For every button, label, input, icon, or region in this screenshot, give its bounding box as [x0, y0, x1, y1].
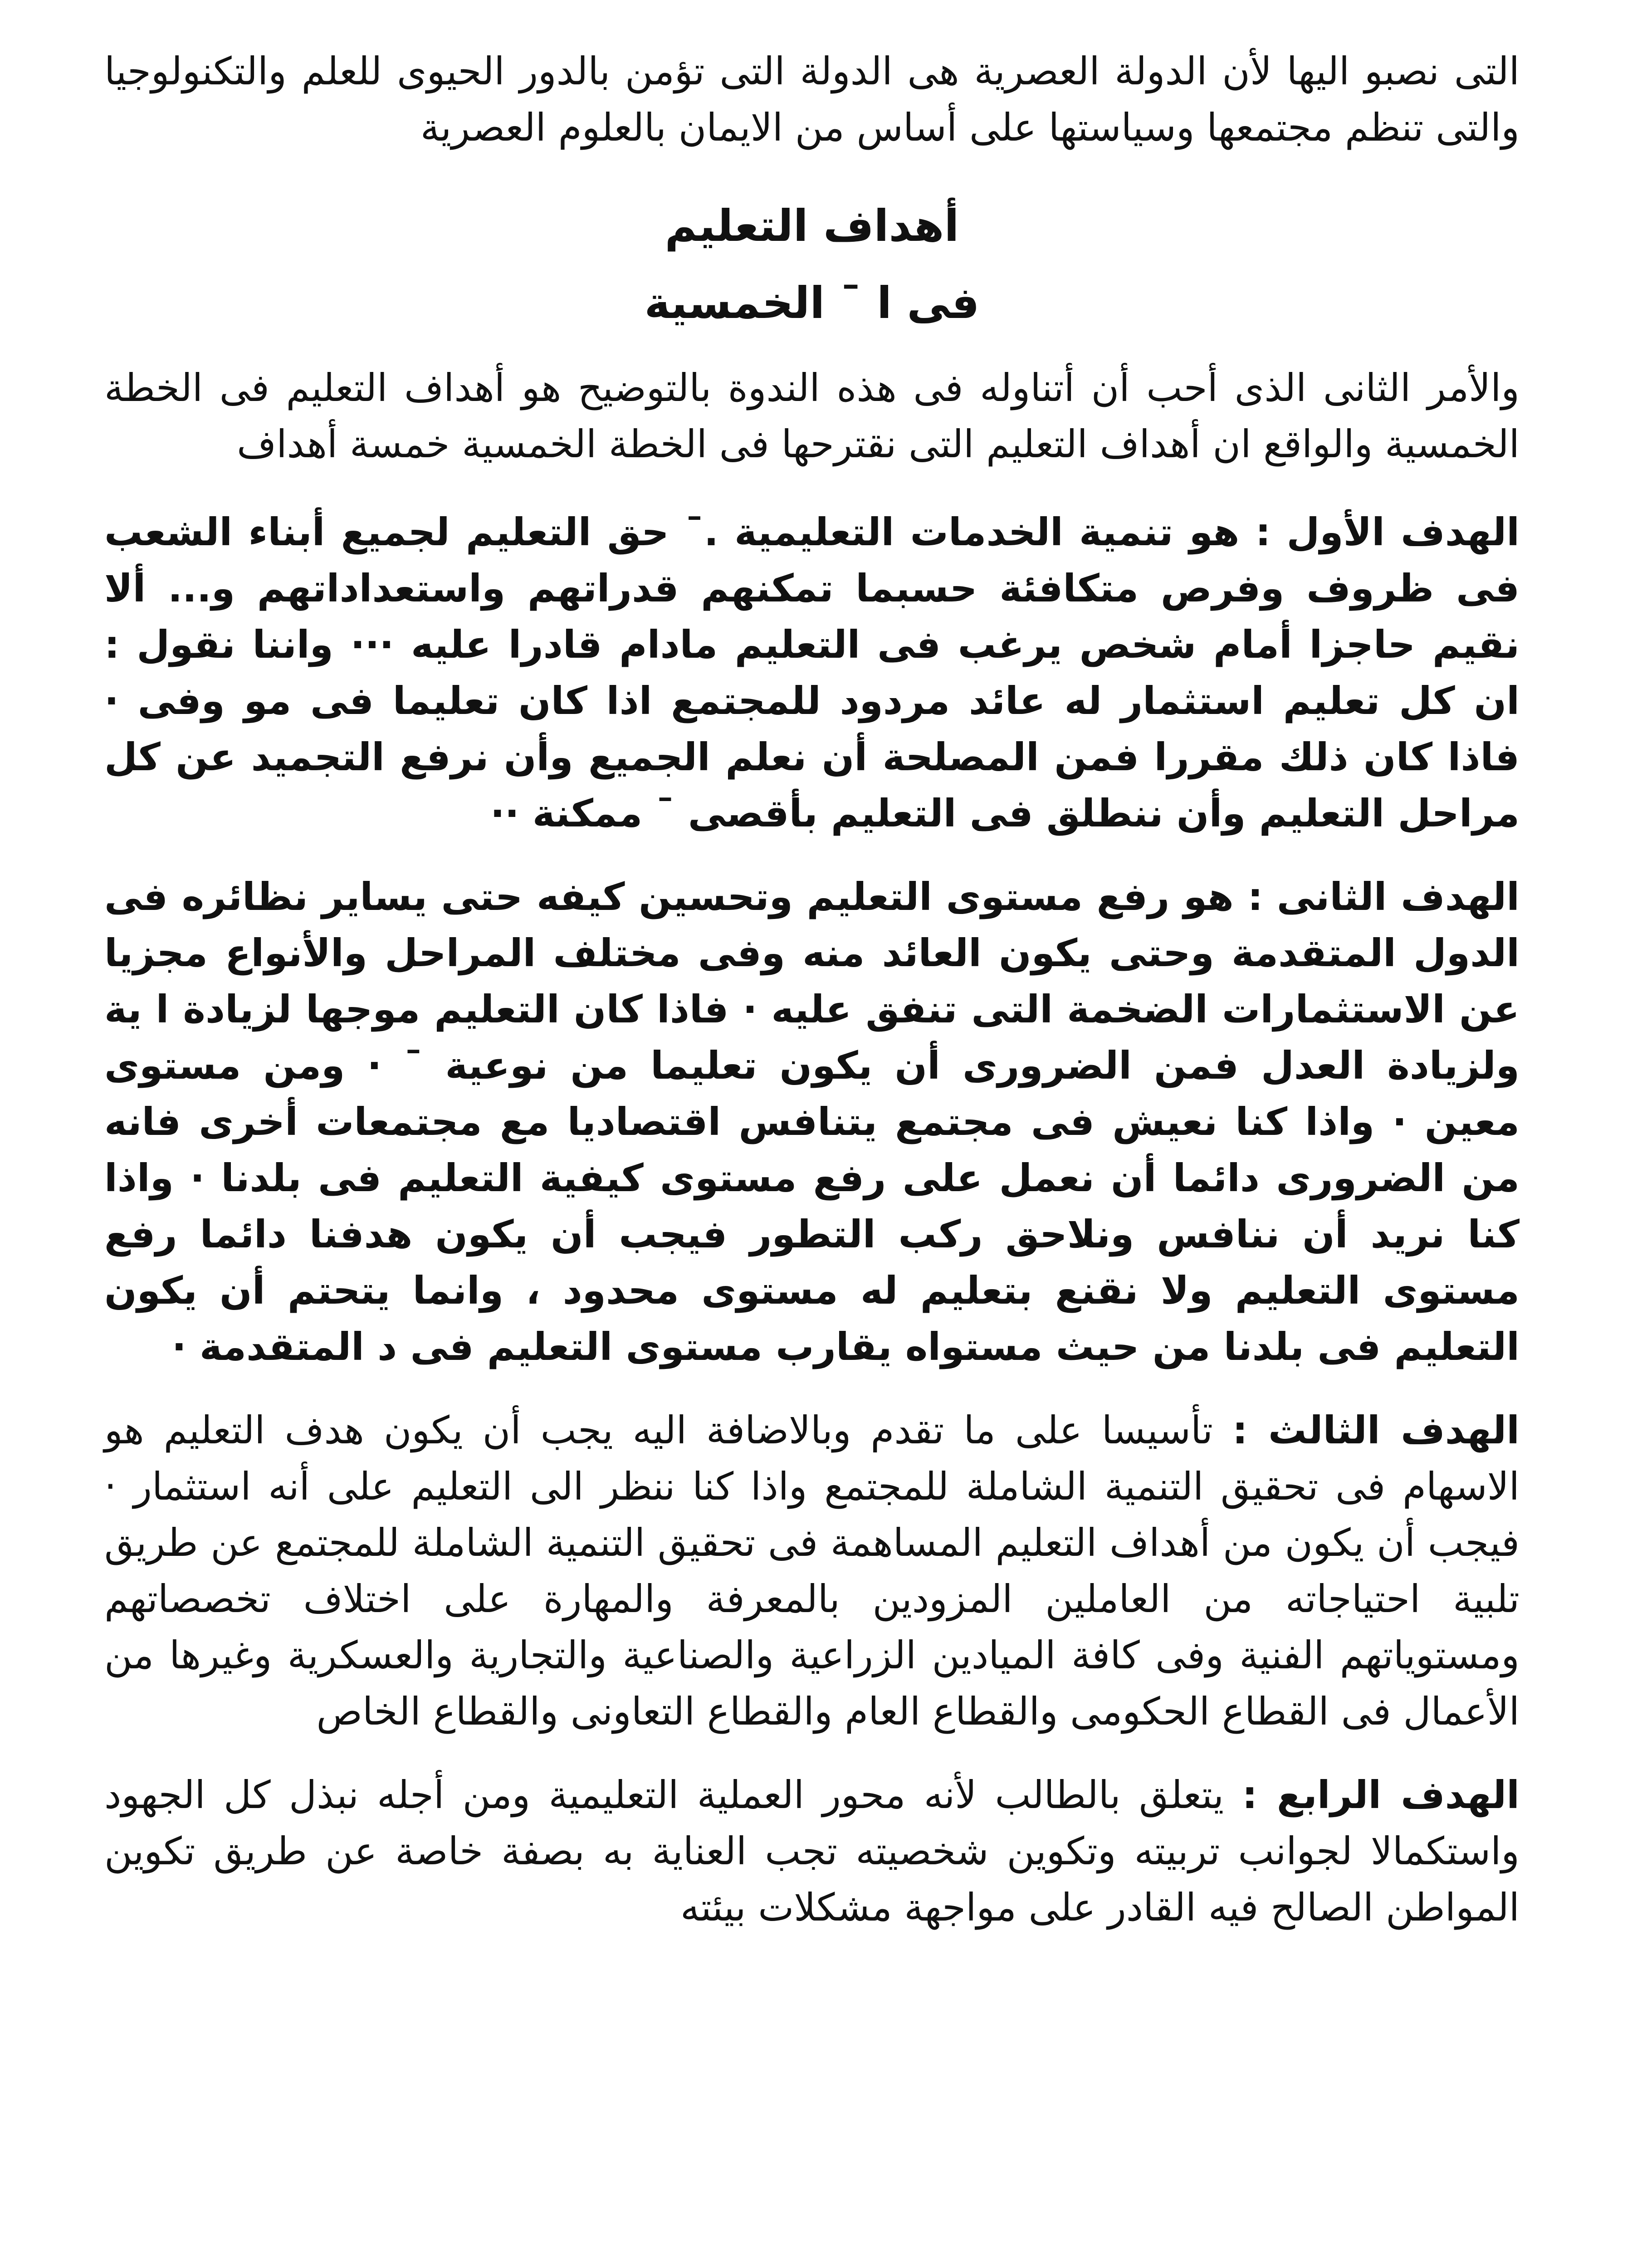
goal-4-text: يتعلق بالطالب لأنه محور العملية التعليمية ومن أجله نبذل كل الجهود واستكمالا لجوانب تربيته وتكوين شخصيته تجب العناية به بصفة خاصة عن طريق تكوين المواطن الصالح فيه القادر على مواجهة مشكلات بيئته: [104, 1773, 1520, 1930]
goal-4-paragraph: [104, 1767, 1520, 1936]
section-heading: [104, 187, 1520, 342]
goal-1-text: هو تنمية الخدمات التعليمية .¯ حق التعليم لجميع أبناء الشعب فى ظروف وفرص متكافئة حسبما تمكنهم قدراتهم واستعداداتهم و... ألا نقيم حاجزا أمام شخص يرغب فى التعليم مادام قادرا عليه ··· واننا نقول : ان كل تعليم استثمار له عائد مردود للمجتمع اذا كان تعليما فى مو وفى · فاذا كان ذلك مقررا فمن المصلحة أن نعلم الجميع وأن نرفع التجميد عن كل مراحل التعليم وأن ننطلق فى التعليم بأقصى ¯ ممكنة ··: [104, 510, 1520, 836]
goal-2-label: الهدف الثانى :: [1247, 875, 1520, 919]
goal-3-text: تأسيسا على ما تقدم وبالاضافة اليه يجب أن يكون هدف التعليم هو الاسهام فى تحقيق التنمية الشاملة للمجتمع واذا كنا ننظر الى التعليم على أنه استثمار · فيجب أن يكون من أهداف التعليم المساهمة فى تحقيق التنمية الشاملة للمجتمع عن طريق تلبية احتياجاته من العاملين المزودين بالمعرفة والمهارة على اختلاف تخصصاتهم ومستوياتهم الفنية وفى كافة الميادين الزراعية والصناعية والتجارية والعسكرية وغيرها من الأعمال فى القطاع الحكومى والقطاع العام والقطاع التعاونى والقطاع الخاص: [104, 1408, 1520, 1734]
goal-4-label: الهدف الرابع :: [1242, 1773, 1520, 1817]
paragraph-2-text: والأمر الثانى الذى أحب أن أتناوله فى هذه الندوة بالتوضيح هو أهداف التعليم فى الخطة الخمسية والواقع ان أهداف التعليم التى نقترحها فى الخطة الخمسية خمسة أهداف: [104, 366, 1520, 466]
goal-1-label: الهدف الأول :: [1255, 510, 1520, 554]
goal-2-text: هو رفع مستوى التعليم وتحسين كيفه حتى يساير نظائره فى الدول المتقدمة وحتى يكون العائد منه وفى مختلف المراحل والأنواع مجزيا عن الاستثمارات الضخمة التى تنفق عليه · فاذا كان التعليم موجها لزيادة ا ية ولزيادة العدل فمن الضرورى أن يكون تعليما من نوعية ¯ · ومن مستوى معين · واذا كنا نعيش فى مجتمع يتنافس اقتصاديا مع مجتمعات أخرى فانه من الضرورى دائما أن نعمل على رفع مستوى كيفية التعليم فى بلدنا · واذا كنا نريد أن ننافس ونلاحق ركب التطور فيجب أن يكون هدفنا دائما رفع مستوى التعليم ولا نقنع بتعليم له مستوى محدود ، وانما يتحتم أن يكون التعليم فى بلدنا من حيث مستواه يقارب مستوى التعليم فى د المتقدمة ·: [104, 875, 1520, 1369]
heading-line-1: أهداف التعليم: [665, 200, 959, 251]
intro-text: التى نصبو اليها لأن الدولة العصرية هى الدولة التى تؤمن بالدور الحيوى للعلم والتكنولوجيا والتى تنظم مجتمعها وسياستها على أساس من الايمان بالعلوم العصرية: [104, 49, 1520, 150]
intro-paragraph: [104, 43, 1520, 156]
goal-2-paragraph: [104, 869, 1520, 1375]
goal-3-label: الهدف الثالث :: [1232, 1408, 1520, 1452]
paragraph-2: [104, 360, 1520, 472]
goal-1-paragraph: [104, 504, 1520, 841]
heading-line-2: فى ا ¯ الخمسية: [644, 278, 980, 328]
goal-3-paragraph: [104, 1402, 1520, 1740]
